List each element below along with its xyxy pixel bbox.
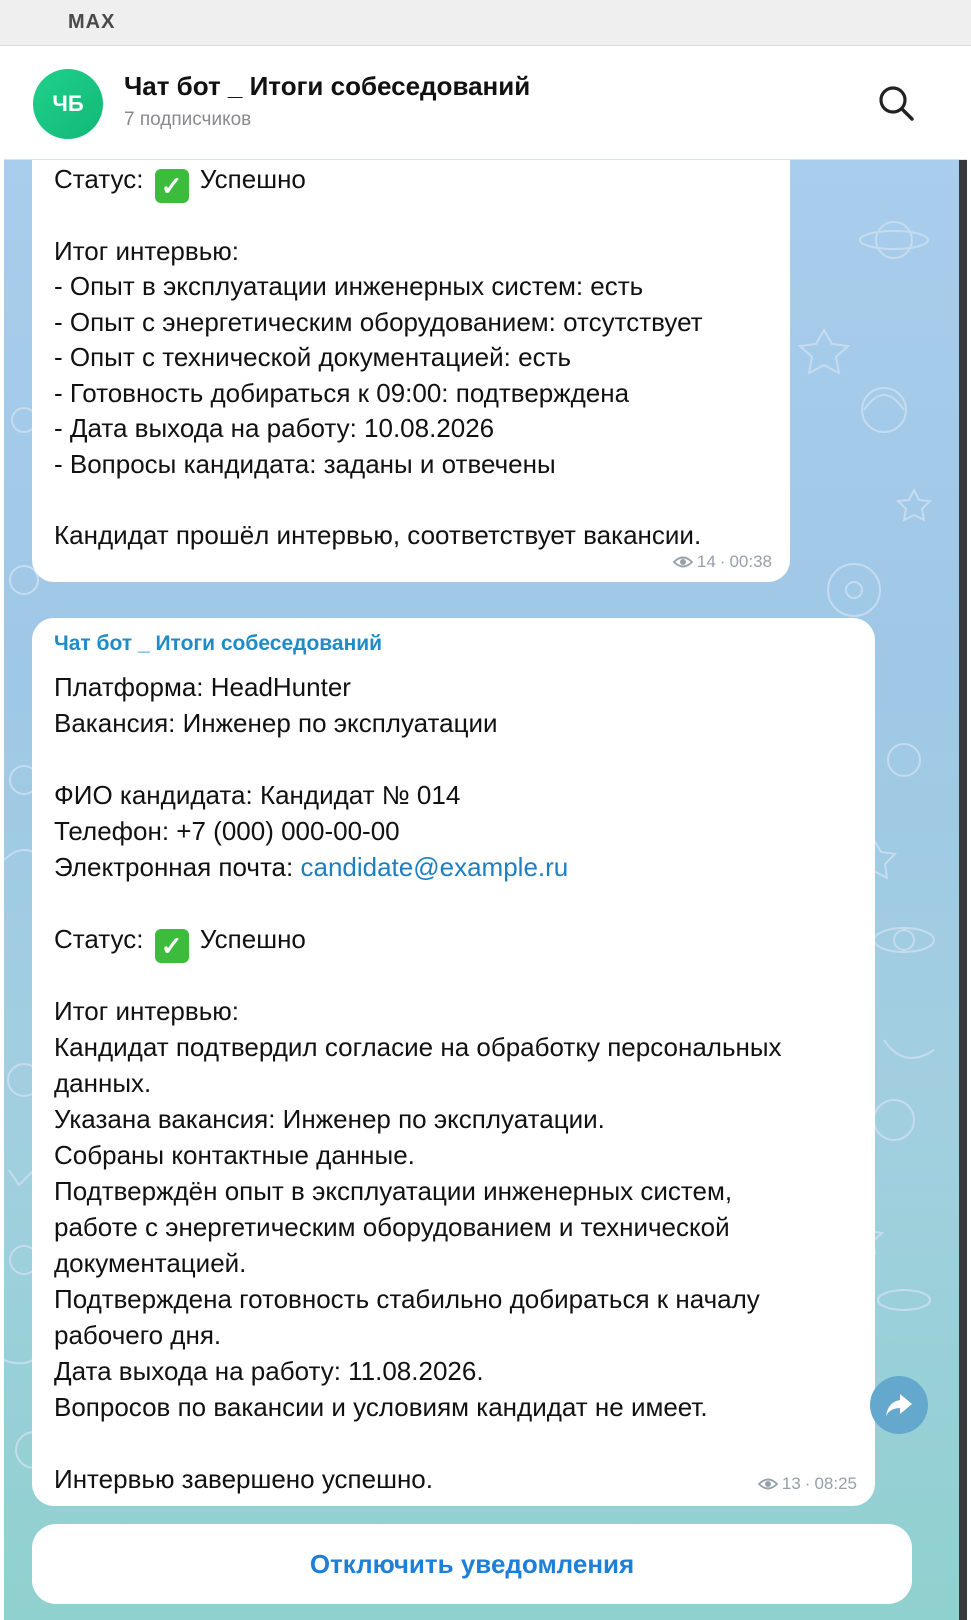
summary-title: Итог интервью: [54, 996, 239, 1026]
summary-line: Собраны контактные данные. [54, 1140, 415, 1170]
message-bubble[interactable] [32, 618, 875, 1506]
message-line: - Опыт в эксплуатации инженерных систем: есть [54, 271, 644, 301]
status-label: Статус: [54, 164, 144, 194]
message-line: - Дата выхода на работу: 10.08.2026 [54, 413, 495, 443]
message-line: Итог интервью: [54, 235, 239, 266]
summary-line: Подтверждён опыт в эксплуатации инженерных систем, [54, 1176, 733, 1206]
phone-line: Телефон: +7 (000) 000-00-00 [54, 816, 400, 846]
window-titlebar [0, 0, 971, 46]
eye-icon [673, 555, 693, 569]
meta-separator: · [719, 552, 726, 571]
meta-separator: · [804, 1474, 811, 1493]
summary-line: Кандидат подтвердил согласие на обработку персональных [54, 1032, 782, 1062]
mute-notifications-button[interactable] [32, 1524, 912, 1604]
summary-line: Указана вакансия: Инженер по эксплуатации. [54, 1104, 605, 1134]
message-text [54, 162, 703, 554]
summary-line: работе с энергетическим оборудованием и технической [54, 1212, 730, 1242]
platform-line: Платформа: HeadHunter [54, 672, 351, 702]
forward-arrow-icon [884, 1390, 914, 1420]
summary-line: документацией. [54, 1248, 247, 1278]
search-icon [877, 84, 915, 122]
chat-header [4, 47, 967, 160]
message-bubble[interactable] [32, 160, 790, 582]
view-count: 14 [696, 552, 716, 571]
check-mark-icon: ✓ [155, 929, 189, 963]
message-meta [758, 1474, 857, 1494]
status-label: Статус: [54, 924, 144, 954]
status-value: Успешно [199, 164, 306, 194]
search-button[interactable] [874, 81, 918, 125]
message-line: - Опыт с технической документацией: есть [54, 342, 572, 372]
message-line: - Вопросы кандидата: заданы и отвечены [54, 448, 556, 479]
vacancy-line: Вакансия: Инженер по эксплуатации [54, 708, 498, 738]
message-line: - Готовность добираться к 09:00: подтверждена [54, 377, 630, 408]
subscriber-count: 7 подписчиков [124, 109, 252, 130]
closing-line: Интервью завершено успешно. [54, 1464, 433, 1494]
email-label: Электронная почта: [54, 852, 294, 882]
check-mark-icon: ✓ [155, 169, 189, 203]
email-line [54, 850, 782, 886]
message-line: Кандидат прошёл интервью, соответствует вакансии. [54, 520, 702, 550]
channel-title[interactable]: Чат бот _ Итоги собеседований [124, 71, 531, 101]
summary-line: рабочего дня. [54, 1320, 222, 1350]
view-count: 13 [781, 1474, 801, 1493]
message-meta [673, 552, 772, 572]
message-line: - Опыт с энергетическим оборудованием: отсутствует [54, 306, 703, 337]
summary-line: данных. [54, 1068, 152, 1098]
forward-button[interactable] [870, 1376, 928, 1434]
mute-label: Отключить уведомления [309, 1548, 635, 1579]
message-text [54, 670, 782, 1498]
message-sender[interactable]: Чат бот _ Итоги собеседований [54, 632, 383, 655]
channel-avatar[interactable] [33, 69, 103, 139]
summary-line: Подтверждена готовность стабильно добираться к началу [54, 1284, 760, 1314]
summary-line: Вопросов по вакансии и условиям кандидат не имеет. [54, 1392, 708, 1422]
window-edge [959, 160, 967, 1620]
status-line [54, 922, 782, 961]
fio-line: ФИО кандидата: Кандидат № 014 [54, 780, 461, 810]
chat-area[interactable] [4, 160, 967, 1620]
avatar-initials: ЧБ [52, 91, 84, 116]
message-time: 08:25 [814, 1474, 857, 1493]
app-name: MAX [68, 11, 116, 33]
status-value: Успешно [199, 924, 306, 954]
message-time: 00:38 [729, 552, 772, 571]
status-line [54, 162, 703, 201]
summary-line: Дата выхода на работу: 11.08.2026. [54, 1356, 484, 1386]
email-link[interactable]: candidate@example.ru [300, 852, 569, 882]
eye-icon [758, 1477, 778, 1491]
